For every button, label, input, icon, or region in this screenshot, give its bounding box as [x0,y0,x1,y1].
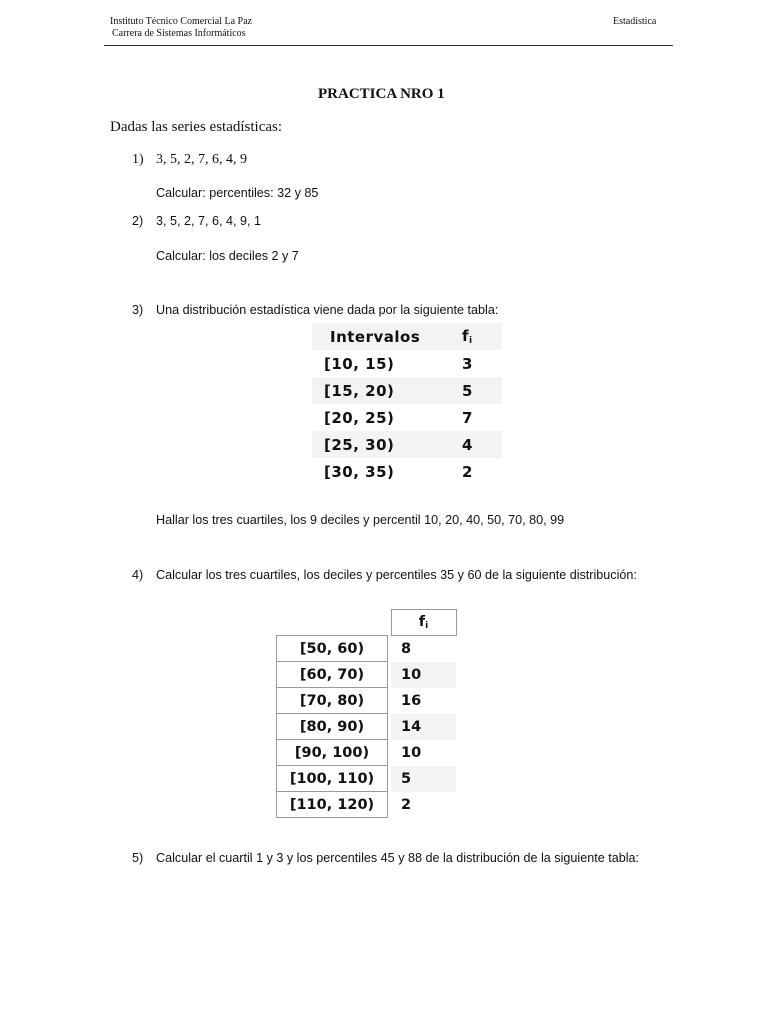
table-1-interval: [20, 25) [324,408,395,427]
item-4-statement: Calcular los tres cuartiles, los deciles y percentiles 35 y 60 de la siguiente distribución: [156,568,637,582]
table-1-interval: [10, 15) [324,354,395,373]
table-2-frequency: 5 [391,766,456,792]
intro-text: Dadas las series estadísticas: [110,119,283,135]
table-row [312,350,502,377]
table-1-interval: [25, 30) [312,431,462,458]
table-2-interval: [80, 90) [277,714,388,740]
table-2-interval: [60, 70) [277,662,388,688]
table-2-frequency: 14 [391,714,456,740]
table-1-frequency: 7 [462,408,473,427]
table-row [312,404,502,431]
table-row [277,714,457,740]
table-1-interval: [15, 20) [312,377,462,404]
table-row [277,740,457,766]
table-2-header-blank [277,610,388,636]
item-5-statement: Calcular el cuartil 1 y 3 y los percentiles 45 y 88 de la distribución de la siguiente tabla: [156,851,640,865]
table-row [312,431,502,458]
header-divider [104,45,673,46]
table-2-interval: [70, 80) [277,688,388,714]
item-5 [132,851,639,865]
item-1-task: Calcular: percentiles: 32 y 85 [156,186,319,200]
table-row [312,377,502,404]
item-1-series: 3, 5, 2, 7, 6, 4, 9 [156,152,247,167]
item-2-series: 3, 5, 2, 7, 6, 4, 9, 1 [156,214,262,228]
item-3-task: Hallar los tres cuartiles, los 9 deciles y percentil 10, 20, 40, 50, 70, 80, 99 [156,513,565,527]
table-row [277,688,457,714]
table-2-header-frequency: $f_i$ [391,610,456,636]
item-1 [132,152,247,168]
frequency-table-1 [312,323,502,485]
item-2-number: 2) [132,214,144,228]
table-1-header-frequency: $f_i$ [462,323,502,350]
table-row [277,662,457,688]
item-5-number: 5) [132,851,144,865]
item-3 [132,303,498,317]
table-row [277,792,457,818]
table-1-interval: [30, 35) [324,462,395,481]
table-2-interval: [90, 100) [277,740,388,766]
table-row [277,636,457,662]
table-1-header-row [312,323,502,350]
table-1-frequency: 4 [462,431,502,458]
header-institution: Instituto Técnico Comercial La Paz [110,16,252,27]
item-3-number: 3) [132,303,144,317]
table-2-header-row [277,610,457,636]
header-career: Carrera de Sistemas Informáticos [112,28,246,39]
header-subject: Estadística [613,16,657,27]
table-1-frequency: 2 [462,462,473,481]
table-2-interval: [100, 110) [277,766,388,792]
table-row [312,458,502,485]
table-2-interval: [110, 120) [277,792,388,818]
item-1-number: 1) [132,152,144,167]
table-1-frequency: 3 [462,354,473,373]
page-title: PRACTICA NRO 1 [318,86,445,102]
table-1-frequency: 5 [462,377,502,404]
table-2-frequency: 8 [401,640,412,657]
item-4 [132,568,637,582]
table-2-frequency: 10 [401,744,422,761]
item-2-task: Calcular: los deciles 2 y 7 [156,249,299,263]
item-3-statement: Una distribución estadística viene dada por la siguiente tabla: [156,303,499,317]
item-4-number: 4) [132,568,144,582]
table-row [277,766,457,792]
table-2-interval: [50, 60) [277,636,388,662]
table-1-header-interval: Intervalos [312,323,462,350]
table-2-frequency: 10 [391,662,456,688]
table-2-frequency: 16 [401,692,422,709]
table-2-frequency: 2 [401,796,412,813]
item-2 [132,214,261,228]
frequency-table-2 [276,609,457,818]
